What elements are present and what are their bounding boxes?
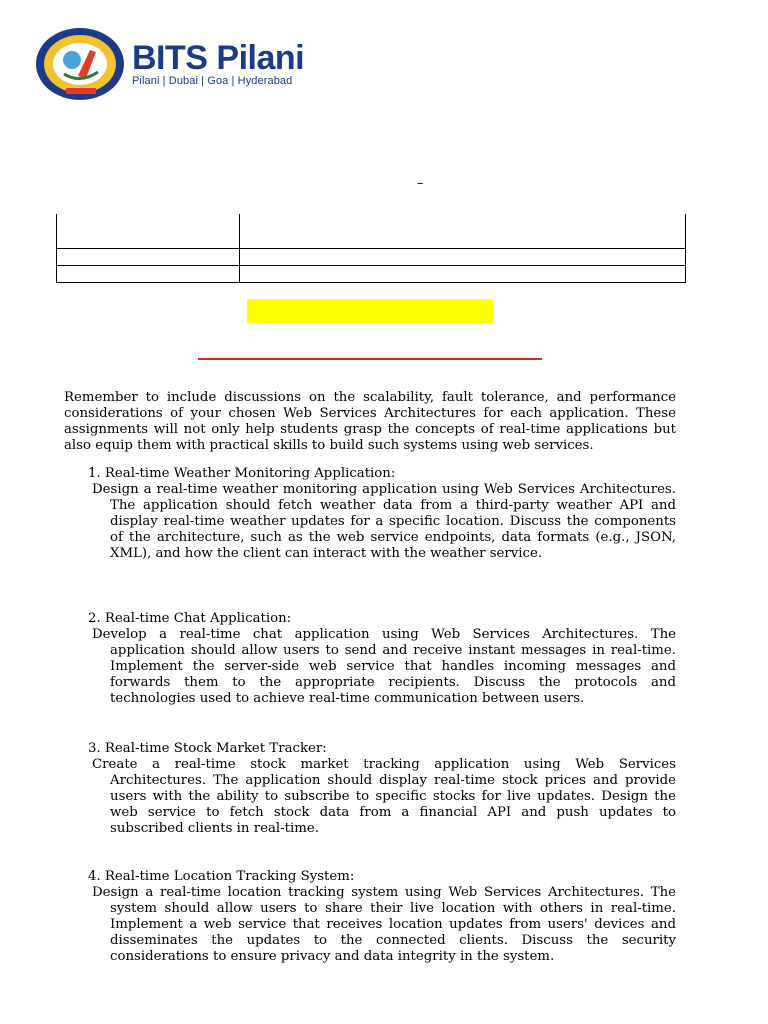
task-3	[64, 741, 676, 837]
intro-paragraph: Remember to include discussions on the scalability, fault tolerance, and performance considerations of your chosen Web Services Architectures for each application. These assignments will not only help students grasp the concepts of real-time applications but also equip them with practical skills to build such systems using web services.	[64, 390, 676, 453]
table-cell	[57, 266, 240, 283]
task-description: Create a real-time stock market tracking application using Web Services Architectures. The application should display real-time stock prices and provide users with the ability to subscribe to specific stocks for live updates. Design the web service to fetch stock data from a financial API and push updates to subscribed clients in real-time.	[92, 757, 676, 836]
task-description: Design a real-time location tracking system using Web Services Architectures. The system should allow users to share their live location with others in real-time. Implement a web service that receives location updates from users' devices and disseminates the updates to the connected clients. Discuss the security considerations to ensure privacy and data integrity in the system.	[92, 885, 676, 964]
task-title: 4. Real-time Location Tracking System:	[88, 869, 355, 884]
task-description: Design a real-time weather monitoring application using Web Services Architectures. The application should fetch weather data from a third-party weather API and display real-time weather updates for a specific location. Discuss the components of the architecture, such as the web service endpoints, data formats (e.g., JSON, XML), and how the client can interact with the weather service.	[92, 482, 676, 561]
bits-seal-icon	[34, 26, 128, 102]
table-cell	[240, 249, 686, 266]
highlight-bar	[247, 299, 493, 323]
table-cell	[57, 249, 240, 266]
table-cell	[240, 266, 686, 283]
task-1	[64, 466, 676, 562]
header-mark: –	[417, 176, 424, 191]
table-row	[57, 266, 686, 283]
task-description: Develop a real-time chat application using Web Services Architectures. The application should allow users to send and receive instant messages in real-time. Implement the server-side web service that handles incoming messages and forwards them to the appropriate recipients. Discuss the protocols and technologies used to achieve real-time communication between users.	[92, 627, 676, 706]
table-row	[57, 214, 686, 249]
red-divider	[198, 358, 542, 360]
info-table	[56, 214, 686, 283]
brand-campuses: Pilani | Dubai | Goa | Hyderabad	[132, 75, 293, 87]
task-4	[64, 869, 676, 965]
brand-name: BITS Pilani	[132, 39, 305, 77]
task-2	[64, 611, 676, 707]
table-row	[57, 249, 686, 266]
bits-logo	[34, 26, 304, 102]
task-title: 3. Real-time Stock Market Tracker:	[88, 741, 327, 756]
table-cell	[57, 214, 240, 249]
table-cell	[240, 214, 686, 249]
task-title: 1. Real-time Weather Monitoring Application:	[88, 466, 396, 481]
task-title: 2. Real-time Chat Application:	[88, 611, 292, 626]
